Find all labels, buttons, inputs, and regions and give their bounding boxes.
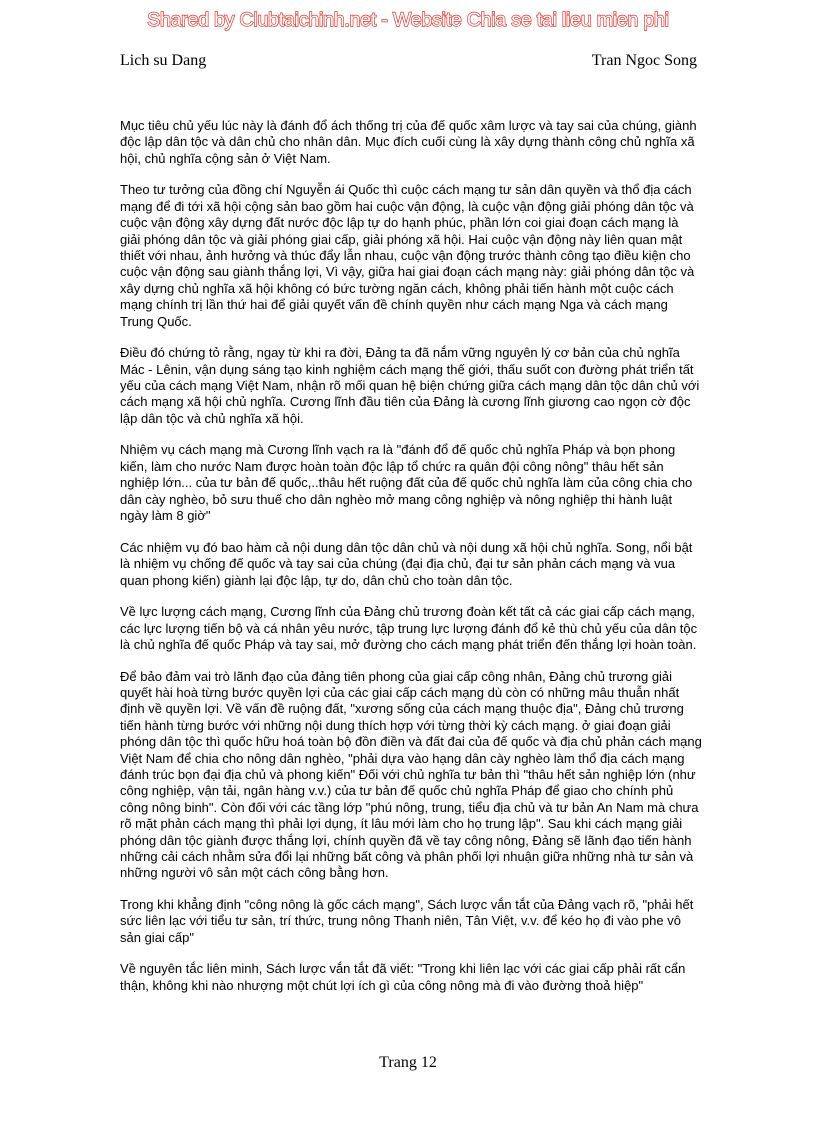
paragraph: Theo tư tưởng của đồng chí Nguyễn ái Quốc thì cuộc cách mạng tư sản dân quyền và thổ địa cách mạng để đi tới xã hội cộng sản bao gồm hai cuộc vận động, là cuộc vận động giải phóng dân tộc và cuộc vận động xây dựng đất nước độc lập tự do hạnh phúc, phần lớn coi giai đoạn cách mạng là giải phóng dân tộc và giải phóng giai cấp, giải phóng xã hội. Hai cuộc vận động này liên quan mật thiết với nhau, ảnh hưởng và thúc đẩy lẫn nhau, cuộc vận động trước thành công tạo điều kiện cho cuộc vận động sau giành thắng lợi, Vì vậy, giữa hai giai đoạn cách mạng này: giải phóng dân tộc và xây dựng chủ nghĩa xã hội không có bức tường ngăn cách, không phải tiến hành một cuộc cách mạng chính trị lần thứ hai để giải quyết vấn đề chính quyền như cách mạng Nga và cách mạng Trung Quốc.	[120, 182, 695, 329]
header-subject: Lich su Dang	[120, 52, 207, 69]
paragraph: Về lực lượng cách mạng, Cương lĩnh của Đảng chủ trương đoàn kết tất cả các giai cấp cách mạng, các lực lượng tiến bộ và cá nhân yêu nước, tập trung lực lượng đánh đổ kẻ thù chủ yếu của dân tộc là chủ nghĩa đế quốc Pháp và tay sai, mở đường cho cách mạng phát triển đến thắng lợi hoàn toàn.	[120, 604, 698, 652]
paragraph: Để bảo đảm vai trò lãnh đạo của đảng tiên phong của giai cấp công nhân, Đảng chủ trương giải quyết hài hoà từng bước quyền lợi của các giai cấp cách mạng dù còn có những mâu thuẫn nhất định về quyền lợi. Về vấn đề ruộng đất, "xương sống của cách mạng thuộc địa", Đảng chủ trương tiến hành từng bước với những nội dung thích hợp với từng thời kỳ cách mạng. ở giai đoạn giải phóng dân tộc thì quốc hữu hoá toàn bộ đồn điền và đất đai của đế quốc và địa chủ phản cách mạng Việt Nam để chia cho nông dân nghèo, "phải dựa vào hạng dân cày nghèo làm thổ địa cách mạng đánh trúc bọn đại địa chủ và phong kiến" Đối với chủ nghĩa tư bản thì "thâu hết sản nghiệp lớn (như công nghiệp, vận tải, ngân hàng v.v.) của tư bản đế quốc chủ nghĩa Pháp để giao cho chính phủ công nông binh". Còn đối với các tầng lớp "phú nông, trung, tiểu địa chủ và tư bản An Nam mà chưa rõ mặt phản cách mạng thì phải lợi dụng, ít lâu mới làm cho họ trung lập". Sau khi cách mạng giải phóng dân tộc giành được thắng lợi, chính quyền đã về tay công nông, Đảng sẽ lãnh đạo tiến hành những cải cách nhằm sửa đổi lại những bất công và phân phối lợi nhuận giữa những nhà tư sản và những người vô sản một cách công bằng hơn.	[120, 668, 702, 881]
page-number: Trang 12	[379, 1054, 437, 1071]
paragraph: Các nhiệm vụ đó bao hàm cả nội dung dân tộc dân chủ và nội dung xã hội chủ nghĩa. Song, nổi bật là nhiệm vụ chống đế quốc và tay sai của chúng (đại địa chủ, đại tư sản phản cách mạng và vua quan phong kiến) giành lại độc lập, tự do, dân chủ cho toàn dân tộc.	[120, 539, 693, 588]
page-header	[120, 50, 697, 72]
paragraph: Về nguyên tắc liên minh, Sách lược vắn tắt đã viết: "Trong khi liên lạc với các giai cấp phải rất cẩn thận, không khi nào nhượng một chút lợi ích gì của công nông mà đi vào đường thoả hiệp"	[120, 961, 686, 993]
header-author: Tran Ngoc Song	[591, 52, 697, 69]
watermark-banner: Shared by Clubtaichinh.net - Website Chia se tai lieu mien phi	[147, 9, 669, 31]
paragraph: Mục tiêu chủ yếu lúc này là đánh đổ ách thống trị của đế quốc xâm lược và tay sai của chúng, giành độc lập dân tộc và dân chủ cho nhân dân. Mục đích cuối cùng là xây dựng thành công chủ nghĩa xã hội, chủ nghĩa cộng sản ở Việt Nam.	[120, 118, 697, 166]
paragraph: Trong khi khẳng định "công nông là gốc cách mạng", Sách lược vắn tắt của Đảng vạch rõ, "phải hết sức liên lạc với tiểu tư sản, trí thức, trung nông Thanh niên, Tân Việt, v.v. để kéo họ đi vào phe vô sản giai cấp"	[120, 896, 694, 945]
document-body	[120, 118, 702, 1009]
paragraph: Điều đó chứng tỏ rằng, ngay từ khi ra đời, Đảng ta đã nắm vững nguyên lý cơ bản của chủ nghĩa Mác - Lênin, vận dụng sáng tạo kinh nghiệm cách mạng thế giới, thấu suốt con đường phát triển tất yếu của cách mạng Việt Nam, nhận rõ mối quan hệ biện chứng giữa cách mạng dân tộc dân chủ với cách mạng xã hội chủ nghĩa. Cương lĩnh đầu tiên của Đảng là cương lĩnh giương cao ngọn cờ độc lập dân tộc và chủ nghĩa xã hội.	[120, 345, 700, 426]
paragraph: Nhiệm vụ cách mạng mà Cương lĩnh vạch ra là "đánh đổ đế quốc chủ nghĩa Pháp và bọn phong kiến, làm cho nước Nam được hoàn toàn độc lập tổ chức ra quân đội công nông" thâu hết sản nghiệp lớn... của tư bản đế quốc,..thâu hết ruộng đất của đế quốc chủ nghĩa làm của công chia cho dân cày nghèo, bỏ sưu thuế cho dân nghèo mở mang công nghiệp và nông nghiệp thi hành luật ngày làm 8 giờ"	[120, 442, 693, 524]
